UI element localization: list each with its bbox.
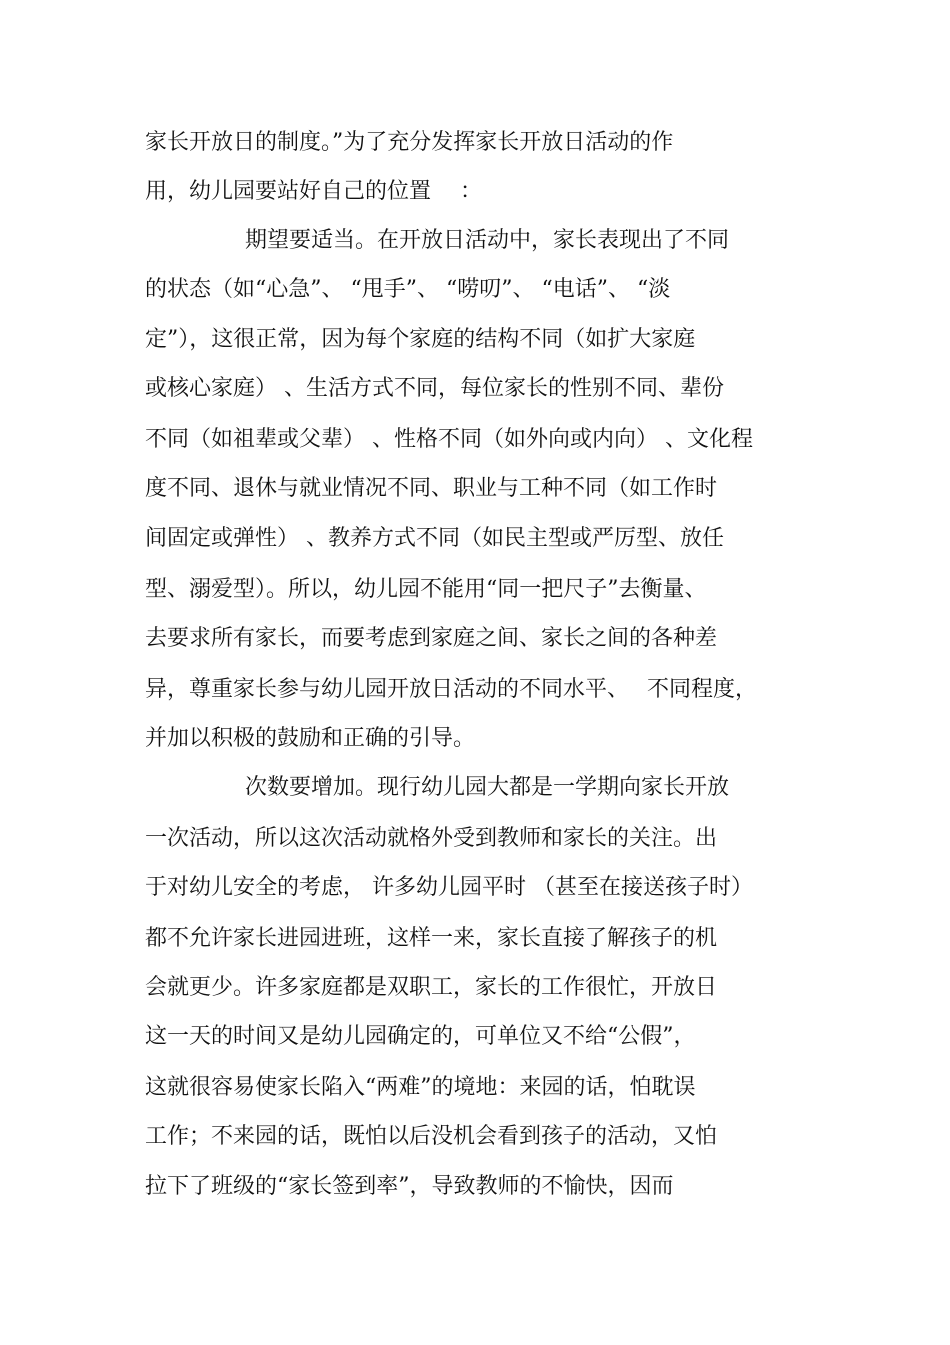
text-line: 度不同、退休与就业情况不同、职业与工种不同（如工作时 [145, 476, 718, 501]
text-line: 不同（如祖辈或父辈） 、性格不同（如外向或内向） 、文化程 [145, 427, 753, 452]
text-line: 这一天的时间又是幼儿园确定的，可单位又不给“公假”， [145, 1024, 696, 1049]
text-line: 工作；不来园的话，既怕以后没机会看到孩子的活动，又怕 [145, 1124, 718, 1149]
paragraph-start-line: 次数要增加。现行幼儿园大都是一学期向家长开放 [245, 775, 730, 800]
text-line: 会就更少。许多家庭都是双职工，家长的工作很忙，开放日 [145, 975, 718, 1000]
text-line: 去要求所有家长，而要考虑到家庭之间、家长之间的各种差 [145, 626, 718, 651]
text-line: 家长开放日的制度。”为了充分发挥家长开放日活动的作 [145, 130, 674, 155]
text-line: 一次活动，所以这次活动就格外受到教师和家长的关注。出 [145, 826, 718, 851]
paragraph-start-line: 期望要适当。在开放日活动中，家长表现出了不同 [245, 228, 730, 253]
text-line: 间固定或弹性） 、教养方式不同（如民主型或严厉型、放任 [145, 526, 724, 551]
text-line: 的状态（如“心急”、 “甩手”、 “唠叨”、 “电话”、 “淡 [145, 277, 671, 302]
text-line: 或核心家庭） 、生活方式不同，每位家长的性别不同、辈份 [145, 376, 724, 401]
text-line: 都不允许家长进园进班，这样一来，家长直接了解孩子的机 [145, 926, 718, 951]
text-line: 定”），这很正常，因为每个家庭的结构不同（如扩大家庭 [145, 327, 696, 352]
text-line: 异，尊重家长参与幼儿园开放日活动的不同水平、 不同程度， [145, 677, 757, 702]
text-line: 于对幼儿安全的考虑， 许多幼儿园平时 （甚至在接送孩子时） [145, 875, 753, 900]
text-line: 型、溺爱型）。所以，幼儿园不能用“同一把尺子”去衡量、 [145, 577, 707, 602]
text-line: 拉下了班级的“家长签到率”，导致教师的不愉快，因而 [145, 1174, 674, 1199]
text-line: 这就很容易使家长陷入“两难”的境地：来园的话，怕耽误 [145, 1075, 696, 1100]
text-line: 用，幼儿园要站好自己的位置 ： [145, 179, 482, 204]
text-line: 并加以积极的鼓励和正确的引导。 [145, 726, 476, 751]
